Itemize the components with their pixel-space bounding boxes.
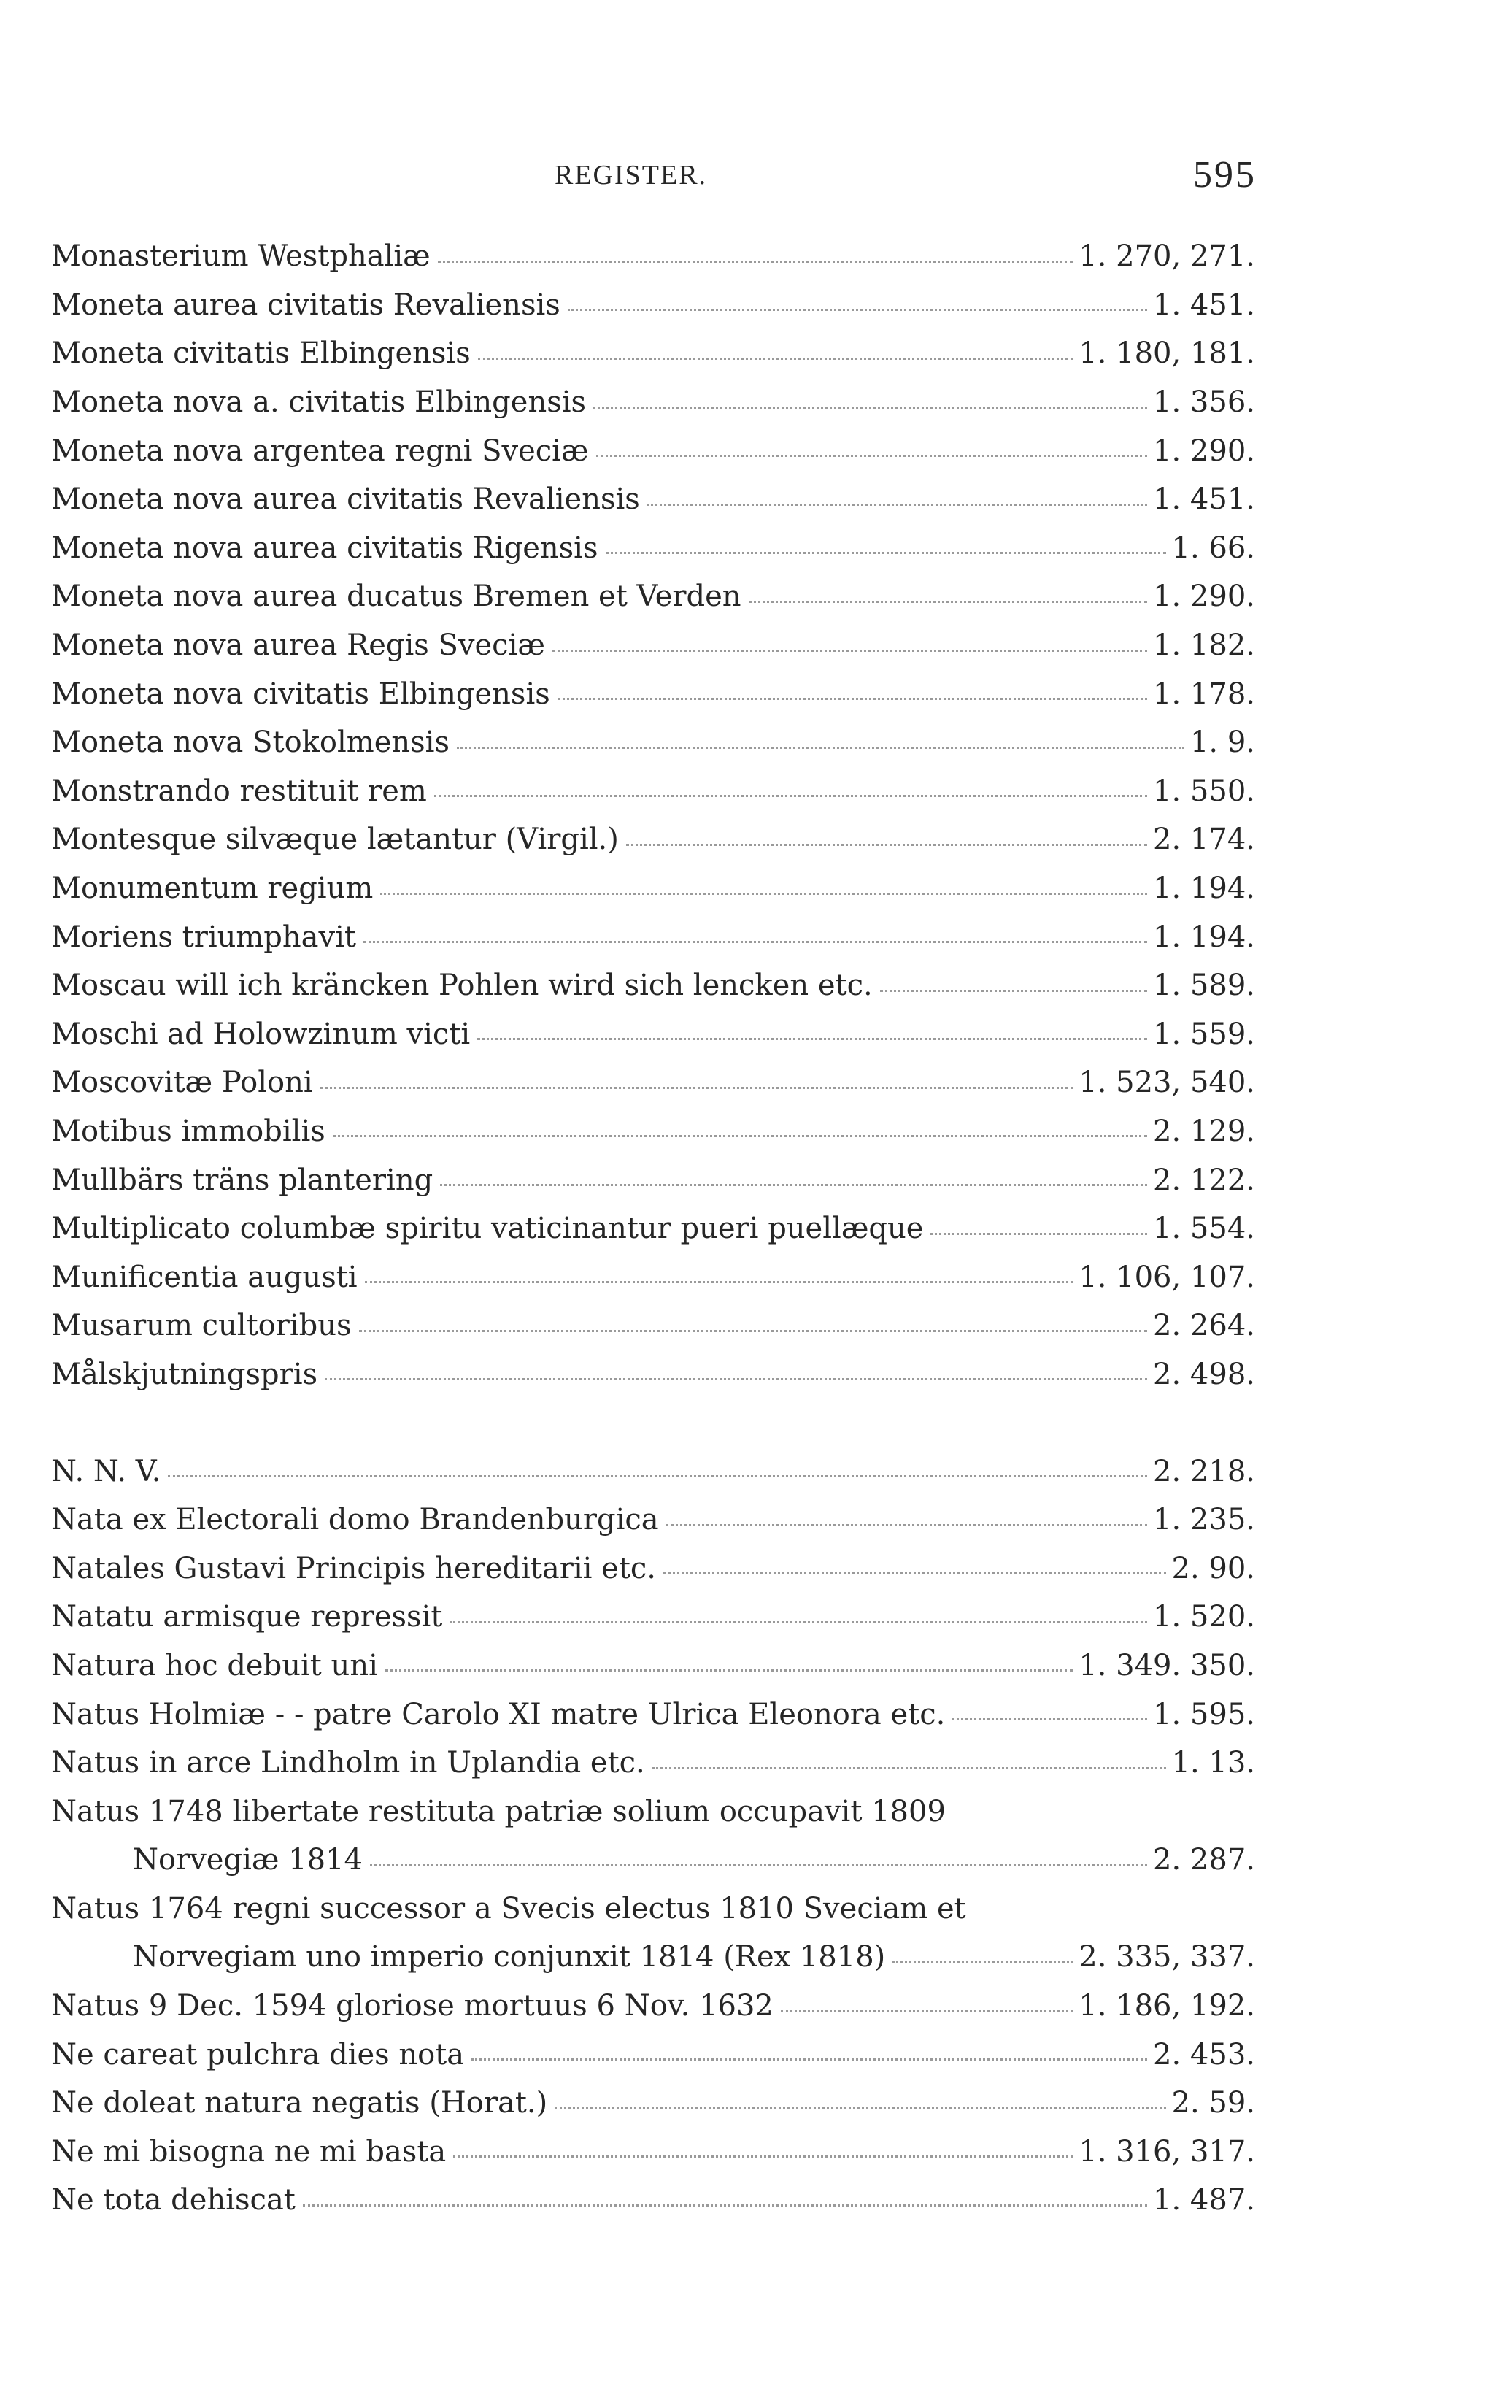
index-entry bbox=[51, 1933, 1255, 1982]
entry-text: Natales Gustavi Principis hereditarii etc. bbox=[51, 1551, 657, 1585]
dot-leader bbox=[434, 795, 1147, 797]
entry-text: Monstrando restituit rem bbox=[51, 774, 427, 808]
index-entry bbox=[51, 864, 1255, 913]
entry-reference: 1. 559. bbox=[1153, 1017, 1255, 1051]
entry-reference: 1. 180, 181. bbox=[1079, 336, 1255, 371]
entry-reference: 2. 335, 337. bbox=[1079, 1940, 1255, 1974]
dot-leader bbox=[478, 358, 1073, 360]
index-entry bbox=[51, 912, 1255, 961]
dot-leader bbox=[457, 747, 1184, 749]
index-entry bbox=[51, 475, 1255, 524]
dot-leader bbox=[749, 601, 1148, 603]
entry-text: Mullbärs träns plantering bbox=[51, 1163, 433, 1197]
dot-leader bbox=[555, 2107, 1165, 2109]
dot-leader bbox=[666, 1524, 1147, 1526]
entry-text: Monasterium Westphaliæ bbox=[51, 239, 431, 274]
index-entry bbox=[51, 1690, 1255, 1739]
entry-reference: 1. 194. bbox=[1153, 920, 1255, 954]
entry-reference: 1. 66. bbox=[1171, 531, 1255, 565]
index-entry bbox=[51, 1739, 1255, 1788]
entry-reference: 1. 595. bbox=[1153, 1697, 1255, 1731]
index-entry bbox=[51, 1982, 1255, 2031]
entry-reference: 2. 453. bbox=[1153, 2037, 1255, 2072]
entry-text: N. N. V. bbox=[51, 1454, 161, 1488]
entry-text: Moneta civitatis Elbingensis bbox=[51, 336, 471, 371]
entry-reference: 1. 550. bbox=[1153, 774, 1255, 808]
entry-text: Ne tota dehiscat bbox=[51, 2183, 296, 2217]
entry-reference: 1. 451. bbox=[1153, 482, 1255, 517]
dot-leader bbox=[880, 990, 1147, 992]
dot-leader bbox=[930, 1233, 1147, 1235]
index-entry bbox=[51, 1350, 1255, 1399]
entry-text: Moscau will ich kräncken Pohlen wird sich lencken etc. bbox=[51, 969, 873, 1003]
index-entry bbox=[51, 1787, 1255, 1836]
index-entry bbox=[51, 1642, 1255, 1690]
index-entry bbox=[51, 2128, 1255, 2177]
section-n bbox=[51, 1447, 1255, 2225]
entry-reference: 1. 589. bbox=[1153, 969, 1255, 1003]
index-entry bbox=[51, 767, 1255, 816]
dot-leader bbox=[440, 1184, 1147, 1186]
entry-text: Moscovitæ Poloni bbox=[51, 1066, 313, 1100]
dot-leader bbox=[892, 1961, 1073, 1963]
index-entry bbox=[51, 1058, 1255, 1107]
entry-text: Norvegiam uno imperio conjunxit 1814 (Rex 1818) bbox=[133, 1940, 886, 1974]
entry-reference: 2. 264. bbox=[1153, 1309, 1255, 1343]
page-header bbox=[0, 154, 1512, 203]
dot-leader bbox=[471, 2058, 1147, 2061]
entry-reference: 1. 178. bbox=[1153, 677, 1255, 711]
dot-leader bbox=[359, 1330, 1148, 1332]
entry-text: Målskjutningspris bbox=[51, 1357, 318, 1391]
entry-text: Moneta nova a. civitatis Elbingensis bbox=[51, 385, 587, 420]
entry-text: Ne mi bisogna ne mi basta bbox=[51, 2134, 447, 2169]
running-title: REGISTER. bbox=[555, 160, 708, 191]
dot-leader bbox=[552, 650, 1147, 652]
index-entry bbox=[51, 718, 1255, 767]
entry-reference: 2. 90. bbox=[1171, 1551, 1255, 1585]
entry-reference: 1. 316, 317. bbox=[1079, 2134, 1255, 2169]
index-entry bbox=[51, 524, 1255, 573]
dot-leader bbox=[450, 1621, 1147, 1623]
entry-reference: 1. 194. bbox=[1153, 872, 1255, 906]
dot-leader bbox=[558, 698, 1147, 700]
entry-text: Musarum cultoribus bbox=[51, 1309, 352, 1343]
entry-reference: 1. 290. bbox=[1153, 580, 1255, 614]
index-entry bbox=[51, 1885, 1255, 1934]
index-entry bbox=[51, 1010, 1255, 1059]
entry-text: Norvegiæ 1814 bbox=[133, 1843, 363, 1877]
index-entry bbox=[51, 2176, 1255, 2225]
entry-text: Multiplicato columbæ spiritu vaticinantur pueri puellæque bbox=[51, 1212, 924, 1246]
dot-leader bbox=[593, 407, 1147, 409]
entry-text: Moneta aurea civitatis Revaliensis bbox=[51, 288, 560, 322]
entry-text: Montesque silvæque lætantur (Virgil.) bbox=[51, 823, 619, 857]
entry-text: Moschi ad Holowzinum victi bbox=[51, 1017, 471, 1051]
entry-reference: 1. 9. bbox=[1189, 726, 1255, 760]
entry-text: Moneta nova aurea Regis Sveciæ bbox=[51, 628, 545, 663]
index-entry bbox=[51, 669, 1255, 718]
index-entry bbox=[51, 815, 1255, 864]
index-entry bbox=[51, 232, 1255, 281]
entry-reference: 1. 270, 271. bbox=[1079, 239, 1255, 274]
index-entry bbox=[51, 1253, 1255, 1301]
dot-leader bbox=[453, 2155, 1073, 2158]
index-entry bbox=[51, 1447, 1255, 1496]
index-entry bbox=[51, 1155, 1255, 1204]
index-entry bbox=[51, 1836, 1255, 1885]
entry-text: Moneta nova Stokolmensis bbox=[51, 726, 450, 760]
entry-reference: 1. 487. bbox=[1153, 2183, 1255, 2217]
entry-text: Moneta nova aurea civitatis Revaliensis bbox=[51, 482, 640, 517]
index-entry bbox=[51, 1107, 1255, 1156]
entry-reference: 1. 182. bbox=[1153, 628, 1255, 663]
index-entry bbox=[51, 329, 1255, 378]
dot-leader bbox=[370, 1864, 1147, 1866]
dot-leader bbox=[652, 1767, 1166, 1769]
entry-text: Moneta nova aurea civitatis Rigensis bbox=[51, 531, 598, 565]
index-entry bbox=[51, 1301, 1255, 1350]
entry-reference: 1. 235. bbox=[1153, 1503, 1255, 1537]
entry-reference: 1. 186, 192. bbox=[1079, 1989, 1255, 2023]
entry-reference: 1. 356. bbox=[1153, 385, 1255, 420]
entry-text: Natus 9 Dec. 1594 gloriose mortuus 6 Nov. 1632 bbox=[51, 1989, 774, 2023]
entry-reference: 1. 290. bbox=[1153, 434, 1255, 468]
entry-text: Natura hoc debuit uni bbox=[51, 1648, 378, 1682]
dot-leader bbox=[596, 455, 1147, 457]
dot-leader bbox=[380, 893, 1147, 895]
entry-text: Moneta nova argentea regni Sveciæ bbox=[51, 434, 589, 468]
entry-reference: 2. 174. bbox=[1153, 823, 1255, 857]
index-entry bbox=[51, 378, 1255, 427]
entry-text: Natus 1764 regni successor a Svecis electus 1810 Sveciam et bbox=[51, 1891, 966, 1926]
dot-leader bbox=[568, 309, 1147, 311]
entry-text: Natus Holmiæ - - patre Carolo XI matre Ulrica Eleonora etc. bbox=[51, 1697, 946, 1731]
dot-leader bbox=[320, 1087, 1073, 1089]
dot-leader bbox=[647, 504, 1147, 506]
entry-text: Moneta nova aurea ducatus Bremen et Verden bbox=[51, 580, 741, 614]
dot-leader bbox=[477, 1038, 1147, 1040]
index-entry bbox=[51, 426, 1255, 475]
index-entry bbox=[51, 2079, 1255, 2128]
section-gap bbox=[51, 1399, 1255, 1447]
entry-reference: 1. 523, 540. bbox=[1079, 1066, 1255, 1100]
dot-leader bbox=[333, 1135, 1147, 1137]
entry-reference: 1. 13. bbox=[1171, 1746, 1255, 1780]
index-list bbox=[51, 232, 1255, 2225]
entry-reference: 2. 218. bbox=[1153, 1454, 1255, 1488]
entry-reference: 2. 287. bbox=[1153, 1843, 1255, 1877]
entry-reference: 1. 451. bbox=[1153, 288, 1255, 322]
entry-text: Motibus immobilis bbox=[51, 1114, 325, 1148]
entry-text: Nata ex Electorali domo Brandenburgica bbox=[51, 1503, 659, 1537]
entry-text: Moriens triumphavit bbox=[51, 920, 356, 954]
entry-reference: 1. 520. bbox=[1153, 1600, 1255, 1634]
entry-reference: 2. 498. bbox=[1153, 1357, 1255, 1391]
entry-text: Natus in arce Lindholm in Uplandia etc. bbox=[51, 1746, 645, 1780]
index-entry bbox=[51, 1496, 1255, 1545]
entry-reference: 1. 106, 107. bbox=[1079, 1260, 1255, 1294]
entry-reference: 1. 554. bbox=[1153, 1212, 1255, 1246]
dot-leader bbox=[438, 261, 1073, 263]
index-entry bbox=[51, 1544, 1255, 1593]
page-number: 595 bbox=[1193, 154, 1257, 196]
dot-leader bbox=[325, 1378, 1147, 1380]
dot-leader bbox=[168, 1475, 1147, 1477]
entry-text: Ne careat pulchra dies nota bbox=[51, 2037, 465, 2072]
entry-text: Monumentum regium bbox=[51, 872, 374, 906]
dot-leader bbox=[606, 552, 1166, 554]
dot-leader bbox=[303, 2204, 1147, 2207]
entry-reference: 2. 129. bbox=[1153, 1114, 1255, 1148]
dot-leader bbox=[626, 844, 1147, 846]
dot-leader bbox=[663, 1572, 1165, 1574]
index-entry bbox=[51, 1204, 1255, 1253]
dot-leader bbox=[952, 1718, 1147, 1720]
dot-leader bbox=[781, 2010, 1073, 2012]
entry-text: Ne doleat natura negatis (Horat.) bbox=[51, 2086, 548, 2120]
entry-reference: 2. 59. bbox=[1171, 2086, 1255, 2120]
entry-reference: 1. 349. 350. bbox=[1079, 1648, 1255, 1682]
index-entry bbox=[51, 1593, 1255, 1642]
entry-reference: 2. 122. bbox=[1153, 1163, 1255, 1197]
index-entry bbox=[51, 572, 1255, 621]
dot-leader bbox=[385, 1669, 1073, 1672]
entry-text: Munificentia augusti bbox=[51, 1260, 358, 1294]
entry-text: Natus 1748 libertate restituta patriæ solium occupavit 1809 bbox=[51, 1794, 946, 1828]
index-entry bbox=[51, 2030, 1255, 2079]
entry-text: Moneta nova civitatis Elbingensis bbox=[51, 677, 550, 711]
index-entry bbox=[51, 281, 1255, 330]
index-entry bbox=[51, 621, 1255, 670]
index-entry bbox=[51, 961, 1255, 1010]
dot-leader bbox=[363, 941, 1147, 943]
entry-text: Natatu armisque repressit bbox=[51, 1600, 443, 1634]
dot-leader bbox=[365, 1281, 1073, 1283]
section-m bbox=[51, 232, 1255, 1399]
